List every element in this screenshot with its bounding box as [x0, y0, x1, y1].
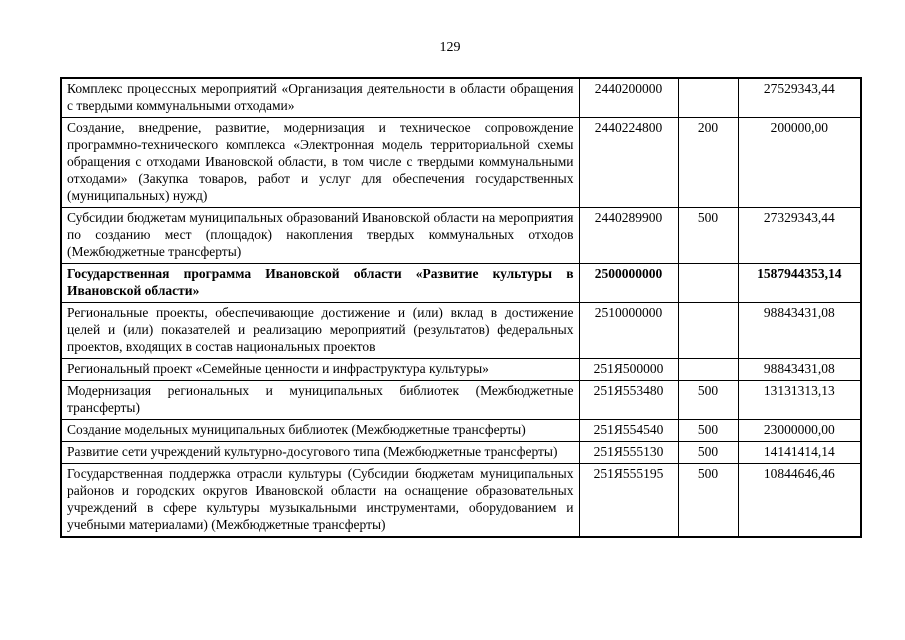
page-number: 129 [439, 40, 461, 55]
table-row [61, 381, 861, 420]
table-row [61, 464, 861, 538]
row-code-cell: 251Я555195 [579, 464, 678, 538]
row-code-cell: 251Я554540 [579, 420, 678, 442]
row-name-cell: Развитие сети учреждений культурно-досугового типа (Межбюджетные трансферты) [61, 442, 579, 464]
row-code-cell: 2440289900 [579, 208, 678, 264]
table-row [61, 78, 861, 118]
row-name-cell: Субсидии бюджетам муниципальных образований Ивановской области на мероприятия по созданию мест (площадок) накопления твердых коммунальных отходов (Межбюджетные трансферты) [61, 208, 579, 264]
row-code-cell: 2500000000 [579, 264, 678, 303]
row-code-cell: 2440200000 [579, 78, 678, 118]
row-amount-cell: 27529343,44 [738, 78, 861, 118]
row-name-cell: Создание, внедрение, развитие, модернизация и техническое сопровождение программно-технического комплекса «Электронная модель территориальной схемы обращения с отходами Ивановской области, в том числе с твердыми коммунальными отходами» (Закупка товаров, работ и услуг для обеспечения государственных (муниципальных) нужд) [61, 118, 579, 208]
row-group-cell [678, 78, 738, 118]
row-code-cell: 2440224800 [579, 118, 678, 208]
table-row [61, 442, 861, 464]
row-name-cell: Региональные проекты, обеспечивающие достижение и (или) вклад в достижение целей и (или) показателей и реализацию мероприятий (результатов) федеральных проектов, входящих в состав национальных проектов [61, 303, 579, 359]
row-group-cell: 500 [678, 442, 738, 464]
row-amount-cell: 27329343,44 [738, 208, 861, 264]
row-group-cell [678, 264, 738, 303]
row-name-cell: Модернизация региональных и муниципальных библиотек (Межбюджетные трансферты) [61, 381, 579, 420]
row-amount-cell: 1587944353,14 [738, 264, 861, 303]
row-amount-cell: 13131313,13 [738, 381, 861, 420]
row-code-cell: 251Я553480 [579, 381, 678, 420]
table-row [61, 118, 861, 208]
row-group-cell: 200 [678, 118, 738, 208]
row-name-cell: Создание модельных муниципальных библиотек (Межбюджетные трансферты) [61, 420, 579, 442]
row-group-cell: 500 [678, 464, 738, 538]
row-name-cell: Государственная программа Ивановской области «Развитие культуры в Ивановской области» [61, 264, 579, 303]
table-row [61, 359, 861, 381]
table-row [61, 420, 861, 442]
row-code-cell: 251Я500000 [579, 359, 678, 381]
row-name-cell: Региональный проект «Семейные ценности и инфраструктура культуры» [61, 359, 579, 381]
row-group-cell [678, 303, 738, 359]
row-amount-cell: 14141414,14 [738, 442, 861, 464]
table-row [61, 303, 861, 359]
row-amount-cell: 98843431,08 [738, 303, 861, 359]
row-code-cell: 2510000000 [579, 303, 678, 359]
row-group-cell: 500 [678, 420, 738, 442]
row-name-cell: Государственная поддержка отрасли культуры (Субсидии бюджетам муниципальных районов и городских округов Ивановской области на оснащение образовательных учреждений в сфере культуры музыкальными инструментами, оборудованием и учебными материалами) (Межбюджетные трансферты) [61, 464, 579, 538]
row-amount-cell: 10844646,46 [738, 464, 861, 538]
row-group-cell [678, 359, 738, 381]
table-row [61, 208, 861, 264]
row-amount-cell: 23000000,00 [738, 420, 861, 442]
table-row-program-total [61, 264, 861, 303]
row-amount-cell: 200000,00 [738, 118, 861, 208]
row-group-cell: 500 [678, 208, 738, 264]
budget-table [60, 77, 862, 538]
row-amount-cell: 98843431,08 [738, 359, 861, 381]
row-code-cell: 251Я555130 [579, 442, 678, 464]
row-name-cell: Комплекс процессных мероприятий «Организация деятельности в области обращения с твердыми коммунальными отходами» [61, 78, 579, 118]
row-group-cell: 500 [678, 381, 738, 420]
